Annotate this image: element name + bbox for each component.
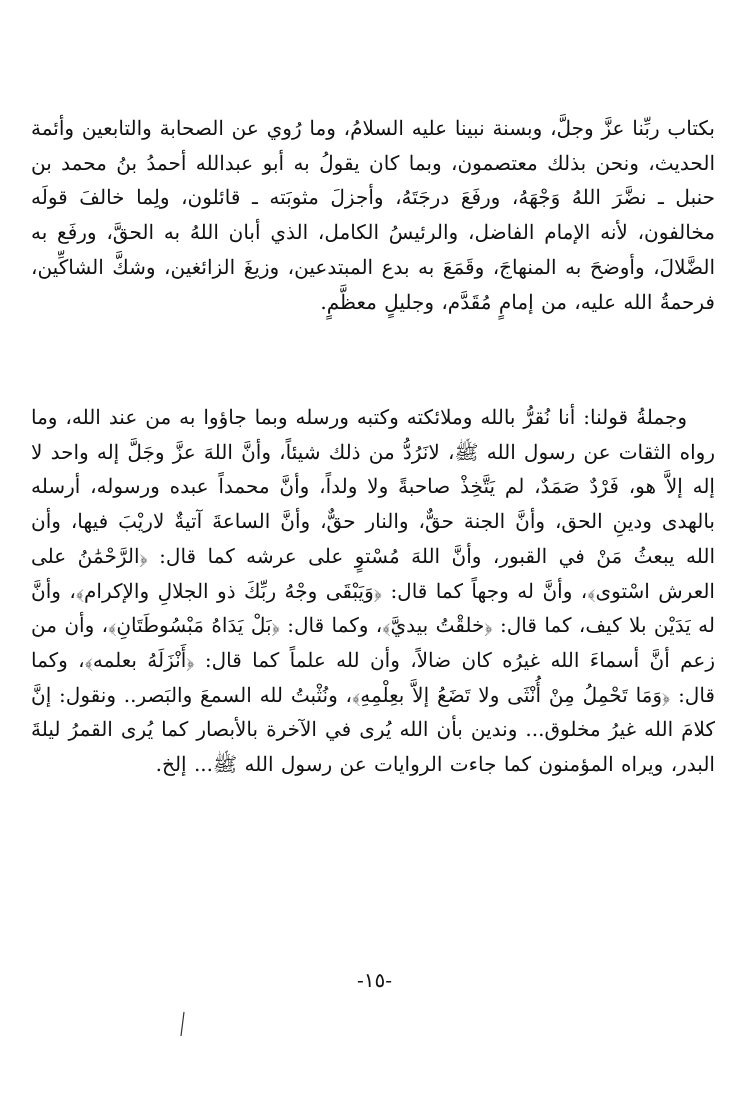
paragraph-1 bbox=[31, 111, 715, 319]
paragraph-2-text: وجملةُ قولنا: أنا نُقرُّ بالله وملائكته وكتبه ورسله وبما جاؤوا به من عند الله، وما رواه الثقات عن رسول الله ﷺ، لانَرُدُّ من ذلك شيئاً، وأنَّ اللهَ عزَّ وجَلَّ إله واحد لا إله إلاَّ هو، فَرْدٌ صَمَدٌ، لم يَتَّخِذْ صاحبةً ولا ولداً، وأنَّ محمداً عبده ورسوله، أرسله بالهدى ودينِ الحق، وأنَّ الجنة حقٌّ، والنار حقٌّ، وأنَّ الساعةَ آتيةٌ لاريْبَ فيها، وأن الله يبعثُ مَنْ في القبور، وأنَّ اللهَ مُسْتوٍ على عرشه كما قال: ﴿الرَّحْمَٰنُ على العرش اسْتوى﴾، وأنَّ له وجهاً كما قال: ﴿وَيَبْقَى وجْهُ ربِّكَ ذو الجلالِ والإكرام﴾، وأنَّ له يَدَيْن بلا كيف، كما قال: ﴿خلقْتُ بيديَّ﴾، وكما قال: ﴿بَلْ يَدَاهُ مَبْسُوطَتَانِ﴾، وأن من زعم أنَّ أسماءَ الله غيرُه كان ضالاً، وأن لله علماً كما قال: ﴿أَنْزَلَهُ بعلمه﴾، وكما قال: ﴿وَمَا تَحْمِلُ مِنْ أُنْثَى ولا تَضَعُ إلاَّ بعِلْمِهِ﴾، ونُثْبتُ لله السمعَ والبَصر.. ونقول: إنَّ كلامَ الله غيرُ مخلوق... وندين بأن الله يُرى في الآخرة بالأبصار كما يُرى القمرُ ليلةَ البدر، ويراه المؤمنون كما جاءت الروايات عن رسول الله ﷺ... إلخ. bbox=[31, 405, 715, 777]
page-number: -١٥- bbox=[356, 968, 392, 992]
pen-stroke-mark bbox=[178, 1010, 188, 1038]
paragraph-2 bbox=[31, 400, 715, 782]
paragraph-1-text: بكتاب ربِّنا عزَّ وجلَّ، وبسنة نبينا عليه السلامُ، وما رُوي عن الصحابة والتابعين وأئمة الحديث، ونحن بذلك معتصمون، وبما كان يقولُ به أبو عبدالله أحمدُ بنُ محمد بن حنبل ـ نضَّرَ اللهُ وَجْهَهُ، ورفَعَ درجَتَهُ، وأجزلَ مثوبَته ـ قائلون، ولِما خالفَ قولَه مخالفون، لأنه الإمام الفاضل، والرئيسُ الكامل، الذي أبان اللهُ به الحقَّ، ورفَع به الضَّلالَ، وأوضحَ به المنهاجَ، وقَمَعَ به بدع المبتدعين، وزيغَ الزائغين، وشكَّ الشاكِّين، فرحمةُ الله عليه، من إمامٍ مُقَدَّم، وجليلٍ معظَّمٍ. bbox=[31, 116, 715, 314]
